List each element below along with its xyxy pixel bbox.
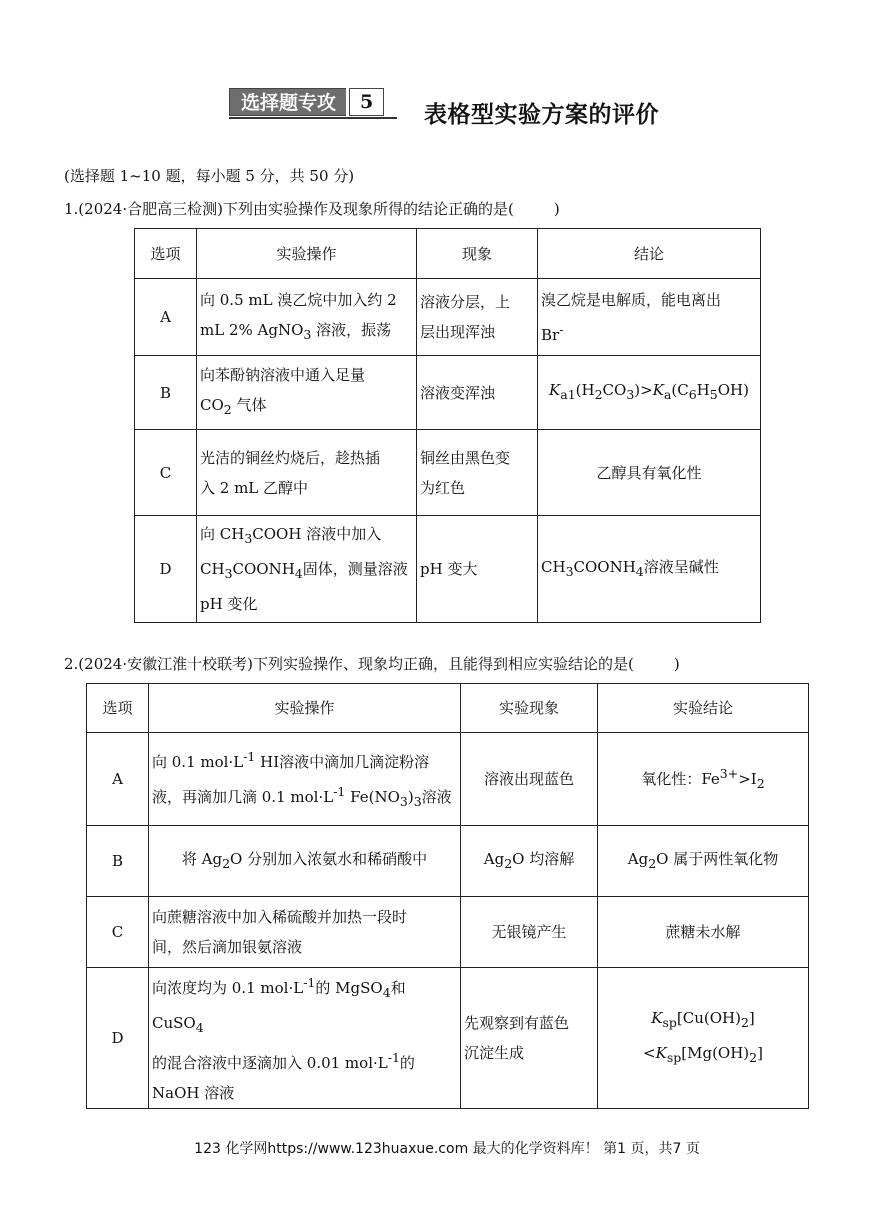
q2-d-op-line3: NaOH 溶液 [152,1084,235,1102]
q1-d-op-line2: $CH_3COONH_4$固体，测量溶液 [200,560,408,581]
section-badge [229,88,384,116]
q1-c-op-line2: 入 2 mL 乙醇中 [200,478,309,497]
page-title: 表格型实验方案的评价 [424,102,659,128]
q1-d-conclusion: $CH_3COONH_4$溶液呈碱性 [538,516,761,623]
q1-c-conclusion: 乙醇具有氧化性 [538,430,761,516]
q1-b-op-line2: $CO_2$ 气体 [200,396,267,417]
q1-a-option: A [135,279,197,356]
q1-a-op-line2: mL 2% AgNO$_3$ 溶液，振荡 [200,320,392,342]
q2-a-op-line1: 向 0.1 $mol\cdot L^{-1}$ HI溶液中滴加几滴淀粉溶 [152,748,430,771]
q2-d-op-line1: 向浓度均为 0.1 $mol\cdot L^{-1}$的 MgSO$_4$和 CuSO$_4$ [152,975,406,1035]
q2-b-operation: 将 $Ag_2O$ 分别加入浓氨水和稀硝酸中 [149,826,461,897]
q2-header-row [87,684,809,733]
q1-header-phenomenon: 现象 [417,229,538,279]
q2-a-phenomenon: 溶液出现蓝色 [461,733,598,826]
q1-c-phen-line2: 为红色 [420,478,466,497]
q2-d-option: D [87,968,149,1109]
q1-stem-text: 1.(2024·合肥高三检测)下列由实验操作及现象所得的结论正确的是( [64,200,514,218]
q2-header-option: 选项 [87,684,149,733]
q2-a-op-line2: 液，再滴加几滴 0.1 $mol\cdot L^{-1}$ $Fe(NO_3)_3$溶液 [152,783,452,809]
q1-stem [64,198,560,219]
q1-row-b [135,356,761,430]
badge-number: 5 [349,88,384,116]
q2-c-op-line1: 向蔗糖溶液中加入稀硫酸并加热一段时 [152,908,408,926]
q1-d-option: D [135,516,197,623]
q1-b-conclusion: $K_{a1}(H_2CO_3)>K_a(C_6H_5OH)$ [538,356,761,430]
q2-b-phenomenon: $Ag_2O$ 均溶解 [461,826,598,897]
q1-row-a [135,279,761,356]
q2-d-phenomenon [461,968,598,1109]
q1-row-d [135,516,761,623]
q2-b-conclusion: $Ag_2O$ 属于两性氧化物 [598,826,809,897]
q2-c-op-line2: 间，然后滴加银氨溶液 [152,938,303,956]
q2-c-operation [149,897,461,968]
q1-c-phenomenon [417,430,538,516]
q1-a-conclusion [538,279,761,356]
q2-d-conclusion: $K_{sp}[Cu(OH)_2]<K_{sp}[Mg(OH)_2]$ [598,968,809,1109]
q2-header-operation: 实验操作 [149,684,461,733]
q2-header-conclusion: 实验结论 [598,684,809,733]
badge-label: 选择题专攻 [229,88,346,116]
q2-table [86,683,809,1109]
q2-row-b [87,826,809,897]
q1-a-concl-line1: 溴乙烷是电解质，能电离出 [541,290,722,309]
q1-a-operation [197,279,417,356]
q1-row-c [135,430,761,516]
q1-a-phen-line2: 层出现浑浊 [420,323,496,341]
badge-underline [229,117,397,119]
q1-d-operation [197,516,417,623]
q1-a-concl-line2: Br- [541,321,564,344]
q1-header-option: 选项 [135,229,197,279]
q2-d-op-line2: 的混合溶液中逐滴加入 0.01 $mol\cdot L^{-1}$的 [152,1050,415,1072]
q1-table [134,228,761,623]
q2-b-option: B [87,826,149,897]
q1-c-option: C [135,430,197,516]
q2-c-option: C [87,897,149,968]
q2-d-phen-line1: 先观察到有蓝色 [464,1014,570,1032]
q2-stem-text: 2.(2024·安徽江淮十校联考)下列实验操作、现象均正确，且能得到相应实验结论的是( [64,655,634,673]
q2-a-conclusion: 氧化性：$Fe^{3+}>I_2$ [598,733,809,826]
q2-row-c [87,897,809,968]
q2-d-phen-line2: 沉淀生成 [464,1044,525,1062]
q2-header-phenomenon: 实验现象 [461,684,598,733]
q2-stem-close: ) [673,655,680,673]
q1-d-op-line3: pH 变化 [200,595,258,613]
q1-c-op-line1: 光洁的铜丝灼烧后，趁热插 [200,448,381,467]
q2-stem [64,653,680,674]
q1-c-phen-line1: 铜丝由黑色变 [420,448,511,467]
q2-row-a [87,733,809,826]
q1-b-phenomenon: 溶液变浑浊 [417,356,538,430]
q1-a-phen-line1: 溶液分层，上 [420,293,511,311]
q1-d-phenomenon: pH 变大 [417,516,538,623]
q1-header-row [135,229,761,279]
q1-c-operation [197,430,417,516]
q1-header-conclusion: 结论 [538,229,761,279]
q2-a-operation [149,733,461,826]
instructions: (选择题 1~10 题，每小题 5 分，共 50 分) [64,167,355,185]
q1-stem-close: ) [553,200,560,218]
q1-b-op-line1: 向苯酚钠溶液中通入足量 [200,366,366,384]
q1-a-phenomenon [417,279,538,356]
q2-c-phenomenon: 无银镜产生 [461,897,598,968]
q2-d-operation [149,968,461,1109]
q1-b-operation [197,356,417,430]
q1-d-op-line1: 向 $CH_3COOH$ 溶液中加入 [200,525,382,546]
q2-a-option: A [87,733,149,826]
page-footer: 123 化学网https://www.123huaxue.com 最大的化学资料库！ 第1 页，共7 页 [194,1141,700,1157]
q2-row-d [87,968,809,1109]
q1-header-operation: 实验操作 [197,229,417,279]
q2-c-conclusion: 蔗糖未水解 [598,897,809,968]
q1-b-option: B [135,356,197,430]
q1-a-op-line1: 向 0.5 mL 溴乙烷中加入约 2 [200,290,397,309]
